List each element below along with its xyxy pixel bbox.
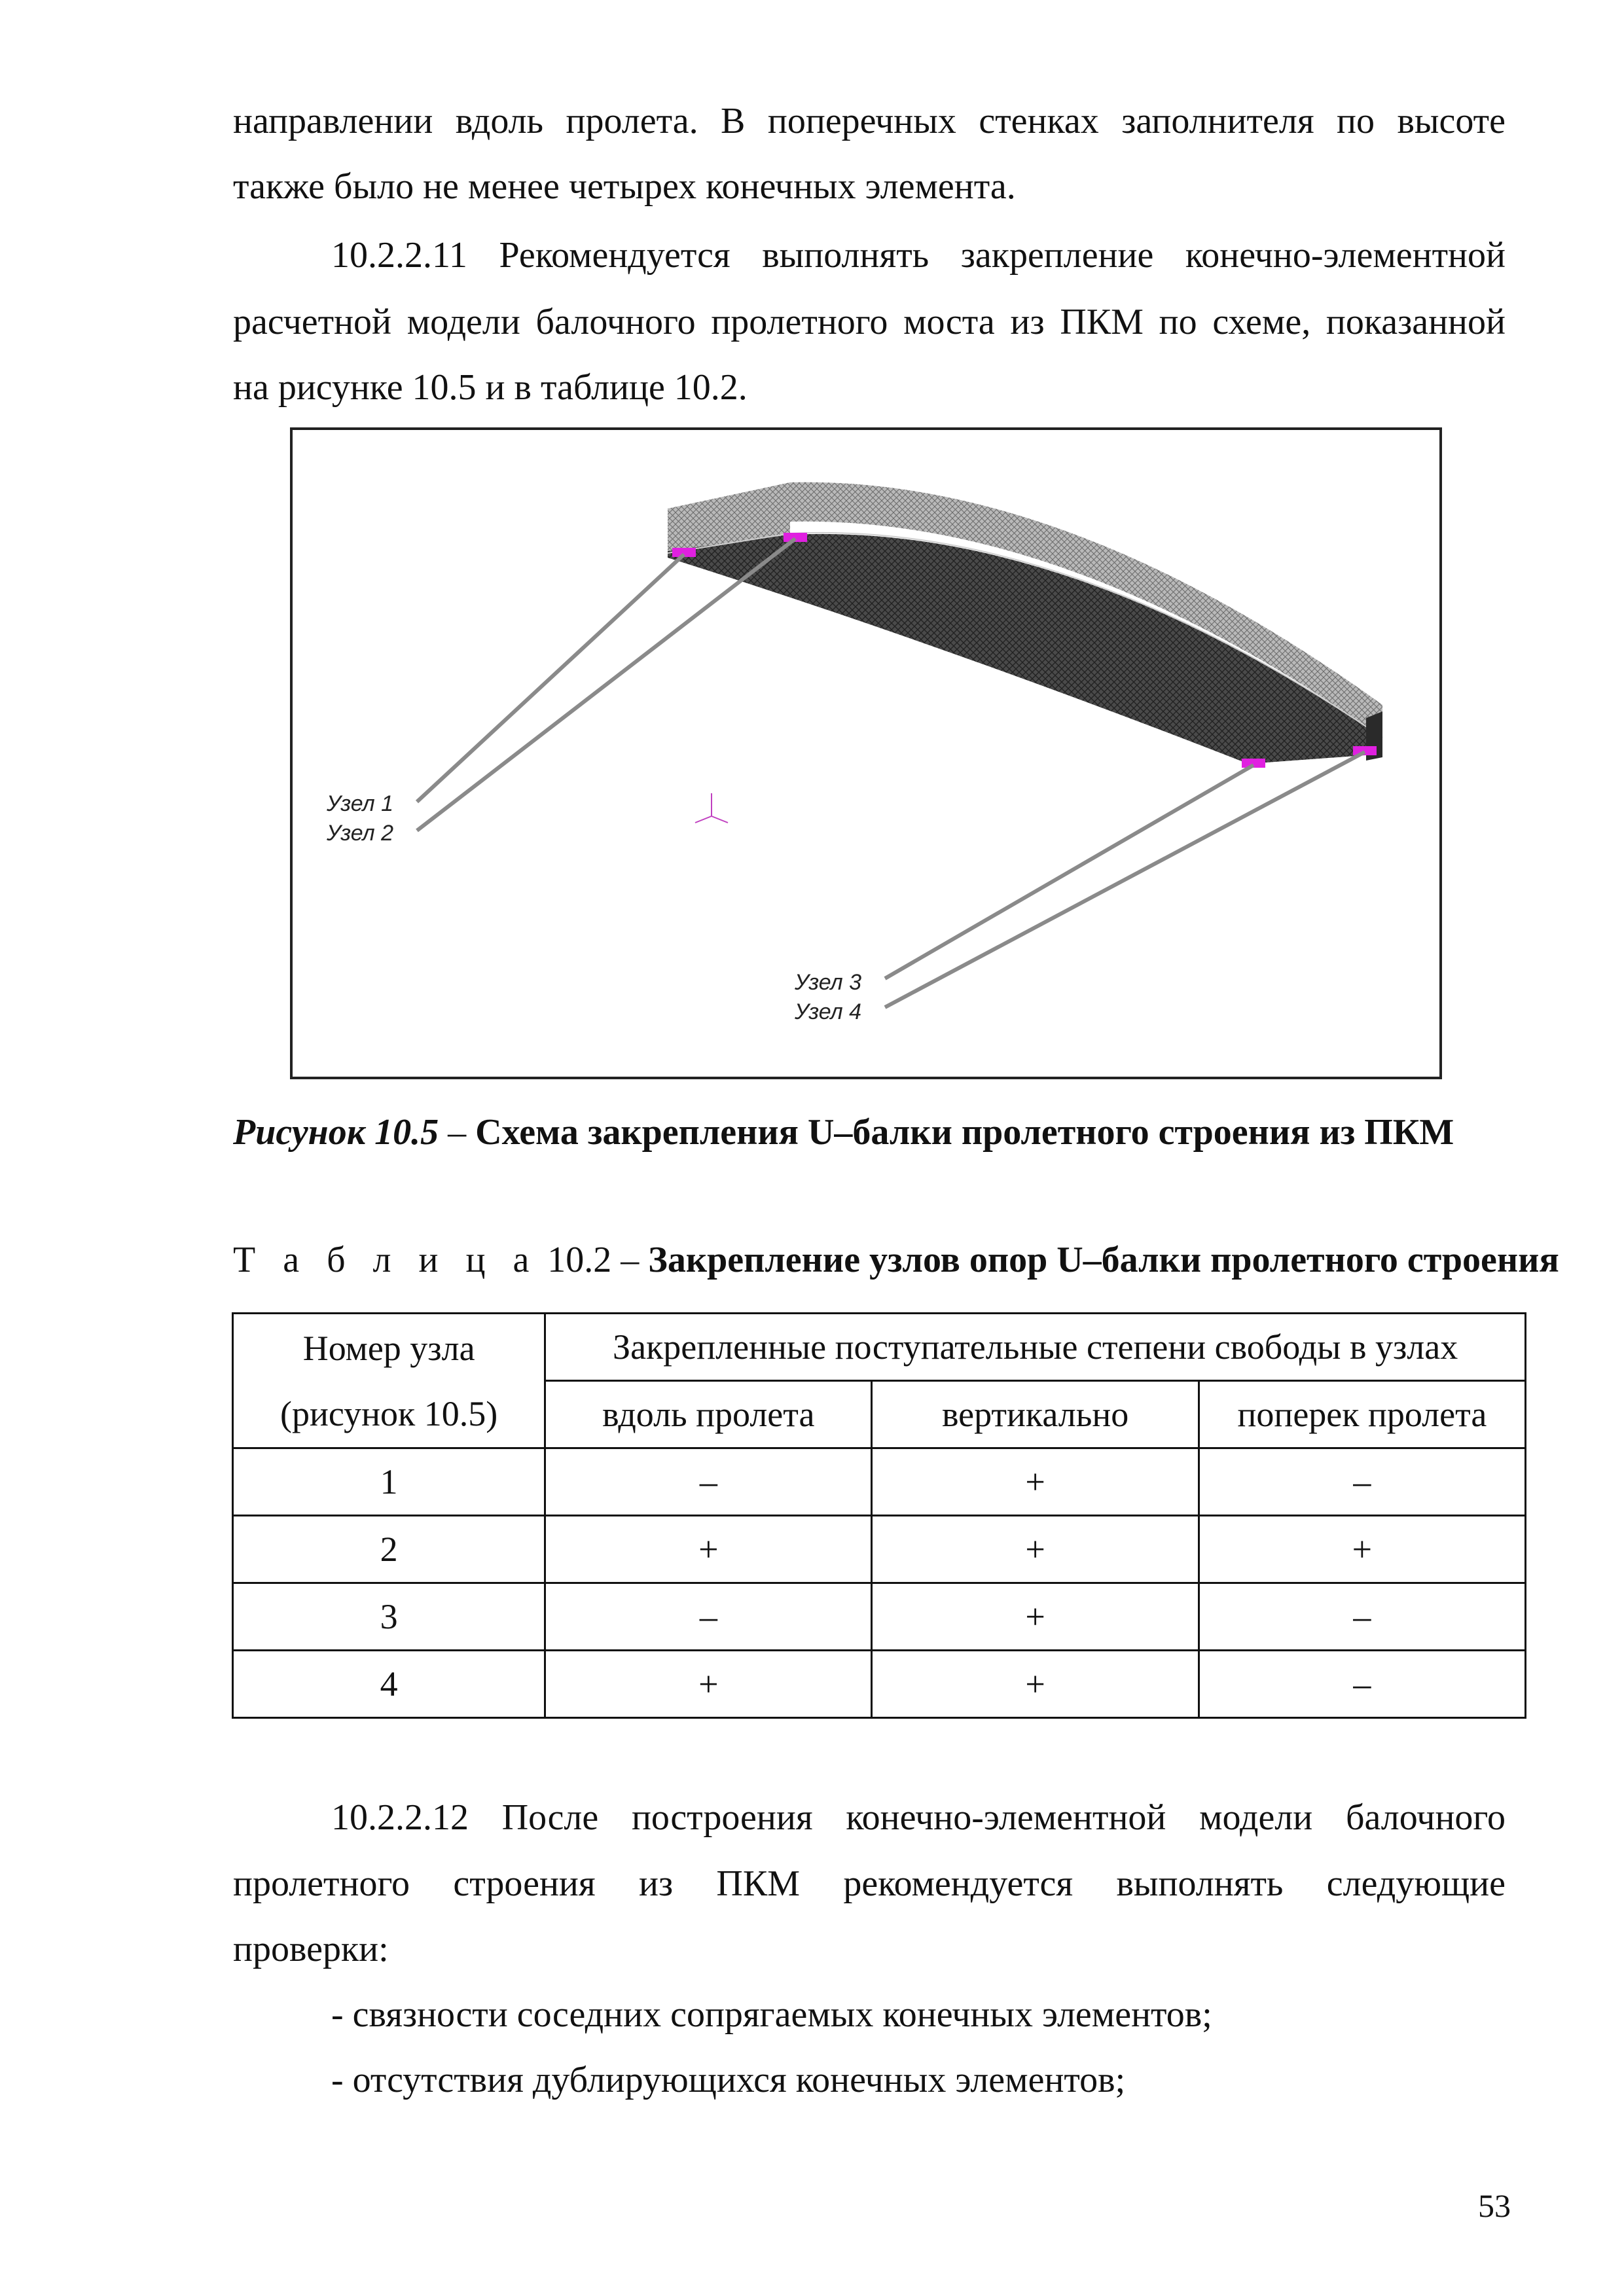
header-node-line2: (рисунок 10.5) [280,1393,498,1433]
table-row [233,1448,1526,1516]
cell-node: 3 [233,1583,545,1651]
cell-vertical: + [872,1583,1199,1651]
table-title-text: Закрепление узлов опор U–балки пролетного строения [648,1240,1559,1280]
header-node-line1: Номер узла [302,1328,475,1368]
table-title-number: 10.2 – [538,1240,649,1280]
header-node-cell [233,1314,545,1448]
cell-across: + [1199,1516,1525,1583]
node-label-1: Узел 1 [327,791,394,816]
header-group-cell: Закрепленные поступательные степени свободы в узлах [545,1314,1526,1381]
table-row [233,1583,1526,1651]
cell-along: – [545,1583,872,1651]
header-across: поперек пролета [1199,1381,1525,1448]
caption-number: Рисунок 10.5 [233,1112,439,1153]
caption-dash: – [439,1112,476,1153]
text-line: направлении вдоль пролета. В поперечных стенках заполнителя по высоте [233,101,1506,141]
cell-across: – [1199,1448,1525,1516]
figure-caption [233,1106,1506,1158]
header-vertical: вертикально [872,1381,1199,1448]
cell-across: – [1199,1583,1525,1651]
axis-triad-icon [695,793,728,823]
text-line: расчетной модели балочного пролетного моста из ПКМ по схеме, показанной [233,302,1506,342]
cell-vertical: + [872,1651,1199,1718]
cell-vertical: + [872,1516,1199,1583]
paragraph-10-2-2-11: 10.2.2.11 Рекомендуется выполнять закрепление конечно-элементной [331,235,1506,276]
table-row [233,1516,1526,1583]
text-line: проверки: [233,1929,389,1969]
page-number: 53 [1478,2187,1511,2224]
list-item: - связности соседних сопрягаемых конечных элементов; [331,1994,1212,2035]
text-line: на рисунке 10.5 и в таблице 10.2. [233,367,748,408]
figure-10-5 [290,427,1442,1079]
text-line: пролетного строения из ПКМ рекомендуется выполнять следующие [233,1863,1506,1904]
cell-node: 4 [233,1651,545,1718]
table-title [233,1234,1559,1286]
caption-text: Схема закрепления U–балки пролетного строения из ПКМ [475,1112,1454,1153]
cell-node: 2 [233,1516,545,1583]
text-line: также было не менее четырех конечных элемента. [233,166,1016,207]
cell-node: 1 [233,1448,545,1516]
node-label-2: Узел 2 [327,821,394,846]
node-label-3: Узел 3 [795,970,862,995]
header-along: вдоль пролета [545,1381,872,1448]
list-item: - отсутствия дублирующихся конечных элементов; [331,2060,1126,2100]
cell-across: – [1199,1651,1525,1718]
beam-model-image [293,430,1445,1082]
table-title-prefix: Т а б л и ц а [233,1240,539,1280]
cell-along: – [545,1448,872,1516]
cell-along: + [545,1651,872,1718]
table-row [233,1651,1526,1718]
table-header-row [233,1314,1526,1381]
paragraph-10-2-2-12: 10.2.2.12 После построения конечно-элементной модели балочного [331,1797,1506,1838]
cell-vertical: + [872,1448,1199,1516]
fixation-table [232,1312,1526,1719]
cell-along: + [545,1516,872,1583]
node-label-4: Узел 4 [795,999,862,1024]
